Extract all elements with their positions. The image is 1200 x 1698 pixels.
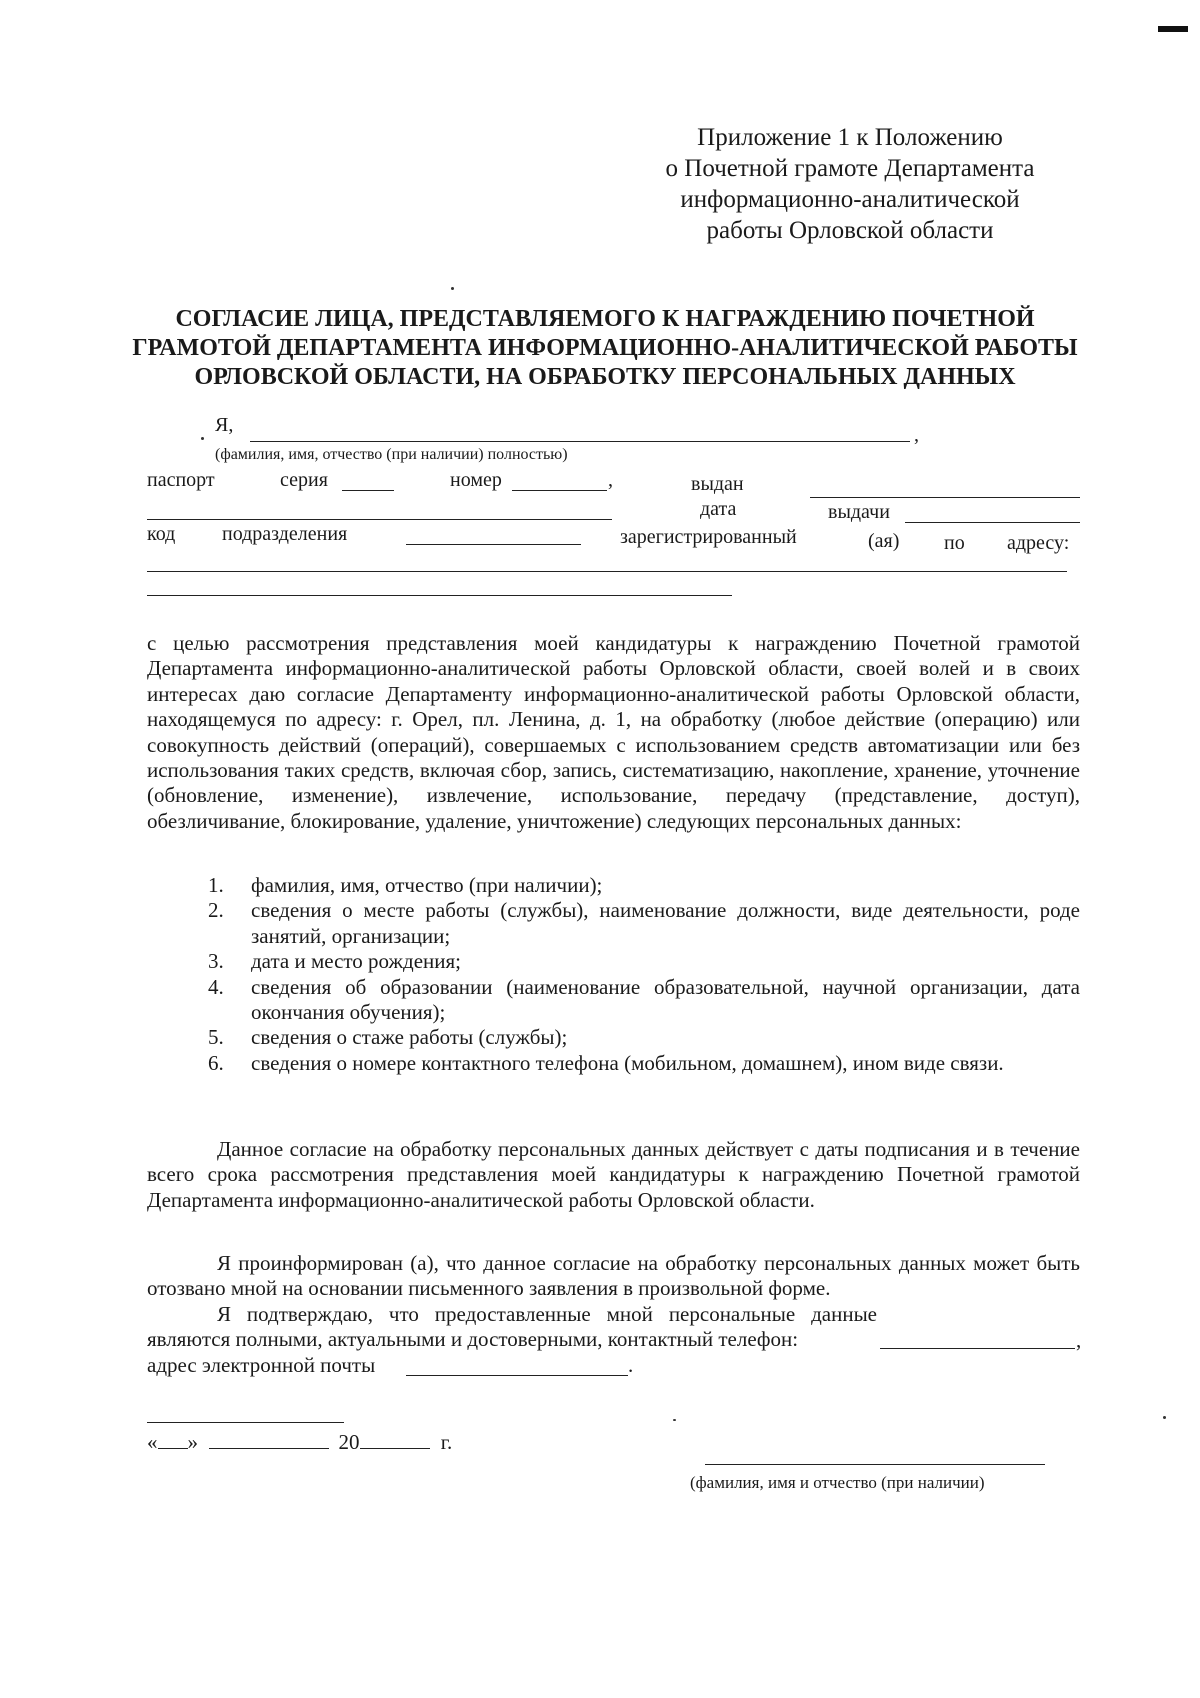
open-quote: « [147,1430,158,1454]
list-item [208,975,1080,1026]
list-item-text: сведения об образовании (наименование образовательной, научной организации, дата окончания обучения); [251,974,1080,1025]
month-field[interactable] [209,1430,329,1449]
document-title [130,305,1080,392]
year-prefix: 20 [338,1430,360,1454]
list-item-number: 1. [208,873,224,897]
scan-speck [451,287,454,290]
list-item-number: 4. [208,974,224,999]
issued-by-continuation-field[interactable] [147,519,612,520]
name-caption: (фамилия, имя, отчество (при наличии) полностью) [215,446,568,463]
email-label: адрес электронной почты [147,1353,376,1377]
list-item-number: 2. [208,898,224,923]
appendix-line: Приложение 1 к Положению [697,124,1003,151]
email-field[interactable] [406,1375,628,1376]
full-name-field[interactable] [250,441,910,442]
personal-data-list [208,873,1080,1076]
consent-paragraph: с целью рассмотрения представления моей кандидатуры к награждению Почетной грамотой Департамента информационно-аналитической работы Орловской области, своей волей и в своих интересах даю согласие Департаменту информационно-аналитической работы Орловской области, находящемуся по адресу: г. Орел, пл. Ленина, д. 1, на обработку (любое действие (операцию) или совокупность действий (операций), совершаемых с использованием средств автоматизации или без использования таких средств, включая сбор, запись, систематизацию, накопление, хранение, уточнение (обновление, изменение), извлечение, использование, передачу (представление, доступ), обезличивание, блокирование, удаление, уничтожение) следующих персональных данных: [147,631,1080,833]
email-period: . [628,1353,634,1377]
day-field[interactable] [158,1430,188,1449]
issue-label: выдачи [828,501,890,523]
scan-corner-mark [1158,26,1188,32]
subdivision-label: подразделения [222,523,348,545]
title-line: ГРАМОТОЙ ДЕПАРТАМЕНТА ИНФОРМАЦИОННО-АНАЛИТИЧЕСКОЙ РАБОТЫ [132,335,1078,361]
aya-label: (ая) [868,530,900,552]
issue-date-field[interactable] [905,522,1080,523]
appendix-line: работы Орловской области [706,217,994,244]
number-label: номер [450,469,502,491]
year-field[interactable] [360,1430,430,1449]
title-line: ОРЛОВСКОЙ ОБЛАСТИ, НА ОБРАБОТКУ ПЕРСОНАЛЬНЫХ ДАННЫХ [194,364,1016,390]
appendix-line: информационно-аналитической [680,186,1020,213]
scan-speck [1163,1416,1166,1419]
list-item-text: дата и место рождения; [251,949,462,974]
list-item-text: сведения о номере контактного телефона (мобильном, домашнем), ином виде связи. [251,1050,1004,1075]
confirmation-paragraph: Я подтверждаю, что предоставленные мной персональные данные являются полными, актуальными и достоверными, контактный телефон: [147,1302,877,1352]
list-item-number: 5. [208,1025,224,1050]
scan-speck [673,1419,676,1421]
list-item [208,1025,1080,1050]
appendix-line: о Почетной грамоте Департамента [665,155,1035,182]
appendix-header [600,122,1100,246]
registered-label: зарегистрированный [620,526,797,548]
issued-label: выдан [691,473,744,495]
address-field[interactable] [147,571,1067,572]
phone-comma: , [1076,1328,1082,1352]
validity-paragraph: Данное согласие на обработку персональных данных действует с даты подписания и в течение всего срока рассмотрения представления моей кандидатуры к награждению Почетной грамотой Департамента информационно-аналитической работы Орловской области. [147,1137,1080,1212]
signature-caption: (фамилия, имя и отчество (при наличии) [690,1473,985,1492]
list-item-number: 3. [208,949,224,974]
close-quote: » [187,1430,198,1454]
list-item-text: фамилия, имя, отчество (при наличии); [251,873,603,897]
revocation-paragraph: Я проинформирован (а), что данное согласие на обработку персональных данных может быть отозвано мной на основании письменного заявления в произвольной форме. [147,1251,1080,1301]
list-item-number: 6. [208,1050,224,1075]
year-suffix: г. [440,1430,453,1454]
series-field[interactable] [342,490,394,491]
number-field[interactable] [512,490,607,491]
address-label: адресу: [1007,532,1070,554]
issued-by-field[interactable] [810,497,1080,498]
name-comma: , [914,424,919,446]
number-comma: , [608,469,613,491]
date-label: дата [700,498,737,520]
po-label: по [944,532,965,554]
list-item [208,949,1080,974]
list-item [208,898,1080,949]
ya-label: Я, [215,414,234,436]
list-item-text: сведения о месте работы (службы), наименование должности, виде деятельности, роде занятий, организации; [251,898,1080,948]
list-item-text: сведения о стаже работы (службы); [251,1025,568,1050]
contact-phone-field[interactable] [880,1348,1075,1349]
date-line [147,1430,452,1455]
series-label: серия [280,469,328,491]
title-line: СОГЛАСИЕ ЛИЦА, ПРЕДСТАВЛЯЕМОГО К НАГРАЖДЕНИЮ ПОЧЕТНОЙ [175,306,1035,332]
passport-label: паспорт [147,469,215,491]
signature-field[interactable] [147,1422,344,1423]
address-continuation-field[interactable] [147,595,732,596]
code-label: код [147,523,176,545]
full-name-signature-field[interactable] [705,1464,1045,1465]
scan-speck [201,437,204,440]
list-item [208,873,1080,898]
list-item [208,1051,1080,1076]
subdivision-code-field[interactable] [406,544,581,545]
